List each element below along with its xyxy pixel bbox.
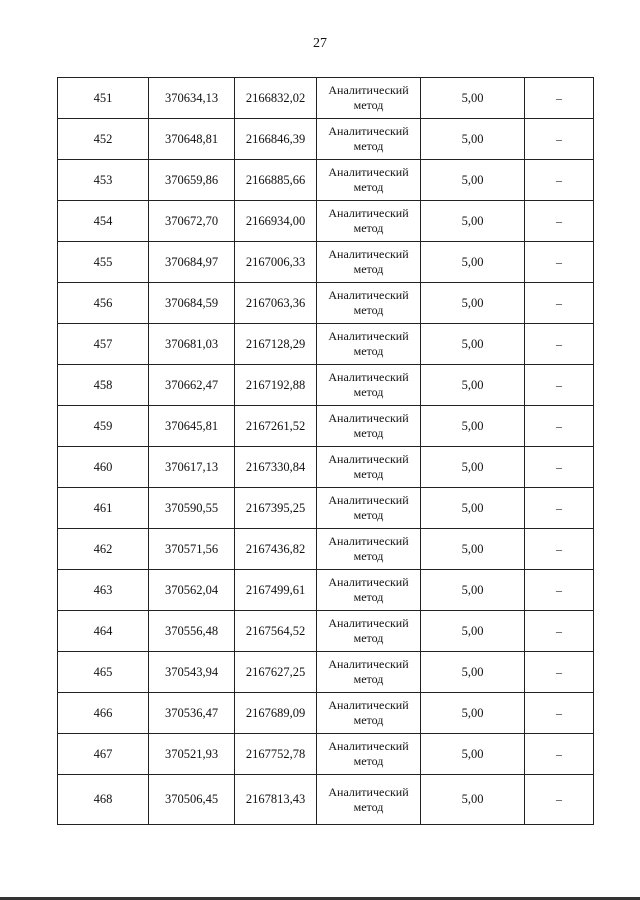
x-coordinate-text: 370645,81 xyxy=(164,418,219,433)
method-text: Аналитический метод xyxy=(328,698,409,727)
table-row xyxy=(58,652,594,693)
method-text: Аналитический метод xyxy=(328,534,409,563)
accuracy-cell xyxy=(421,570,525,611)
y-coordinate-text: 2167261,52 xyxy=(245,418,306,433)
x-coordinate-cell xyxy=(149,775,235,825)
point-number-cell xyxy=(58,324,149,365)
note-cell xyxy=(525,570,594,611)
y-coordinate-text: 2166885,66 xyxy=(245,172,306,187)
accuracy-text: 5,00 xyxy=(461,131,484,146)
x-coordinate-cell xyxy=(149,365,235,406)
note-cell xyxy=(525,406,594,447)
table-row xyxy=(58,611,594,652)
y-coordinate-text: 2167689,09 xyxy=(245,705,306,720)
method-cell xyxy=(317,529,421,570)
method-cell xyxy=(317,652,421,693)
accuracy-cell xyxy=(421,365,525,406)
x-coordinate-cell xyxy=(149,570,235,611)
table-row xyxy=(58,570,594,611)
x-coordinate-text: 370536,47 xyxy=(164,705,219,720)
y-coordinate-cell xyxy=(235,447,317,488)
method-text: Аналитический метод xyxy=(328,206,409,235)
point-number-cell xyxy=(58,160,149,201)
note-dash: – xyxy=(556,418,562,433)
y-coordinate-cell xyxy=(235,406,317,447)
accuracy-cell xyxy=(421,734,525,775)
y-coordinate-cell xyxy=(235,652,317,693)
note-dash: – xyxy=(556,213,562,228)
point-number-text: 451 xyxy=(93,90,113,105)
accuracy-text: 5,00 xyxy=(461,172,484,187)
note-cell xyxy=(525,529,594,570)
table-row xyxy=(58,365,594,406)
accuracy-text: 5,00 xyxy=(461,792,484,806)
accuracy-cell xyxy=(421,693,525,734)
point-number-cell xyxy=(58,119,149,160)
point-number-text: 453 xyxy=(93,172,113,187)
accuracy-cell xyxy=(421,324,525,365)
x-coordinate-cell xyxy=(149,119,235,160)
accuracy-cell xyxy=(421,283,525,324)
method-text: Аналитический метод xyxy=(328,247,409,276)
method-cell xyxy=(317,365,421,406)
table-row xyxy=(58,324,594,365)
point-number-text: 464 xyxy=(93,623,113,638)
note-dash: – xyxy=(556,295,562,310)
x-coordinate-text: 370648,81 xyxy=(164,131,219,146)
method-text: Аналитический метод xyxy=(328,784,409,814)
y-coordinate-cell xyxy=(235,160,317,201)
note-cell xyxy=(525,119,594,160)
note-cell xyxy=(525,201,594,242)
method-text: Аналитический метод xyxy=(328,411,409,440)
point-number-cell xyxy=(58,529,149,570)
y-coordinate-text: 2167813,43 xyxy=(245,792,306,806)
y-coordinate-cell xyxy=(235,570,317,611)
point-number-text: 458 xyxy=(93,377,113,392)
accuracy-cell xyxy=(421,447,525,488)
y-coordinate-text: 2166846,39 xyxy=(245,131,306,146)
note-cell xyxy=(525,734,594,775)
accuracy-cell xyxy=(421,201,525,242)
x-coordinate-cell xyxy=(149,447,235,488)
y-coordinate-cell xyxy=(235,242,317,283)
method-cell xyxy=(317,775,421,825)
accuracy-text: 5,00 xyxy=(461,582,484,597)
method-cell xyxy=(317,611,421,652)
table-row xyxy=(58,201,594,242)
method-cell xyxy=(317,201,421,242)
note-dash: – xyxy=(556,254,562,269)
y-coordinate-cell xyxy=(235,611,317,652)
method-text: Аналитический метод xyxy=(328,288,409,317)
point-number-text: 465 xyxy=(93,664,113,679)
point-number-cell xyxy=(58,447,149,488)
accuracy-cell xyxy=(421,488,525,529)
y-coordinate-text: 2167063,36 xyxy=(245,295,306,310)
x-coordinate-text: 370684,97 xyxy=(164,254,219,269)
method-text: Аналитический метод xyxy=(328,83,409,112)
page-number: 27 xyxy=(313,36,327,51)
point-number-text: 468 xyxy=(93,792,113,806)
accuracy-text: 5,00 xyxy=(461,541,484,556)
method-cell xyxy=(317,78,421,119)
method-cell xyxy=(317,734,421,775)
point-number-cell xyxy=(58,406,149,447)
y-coordinate-text: 2167128,29 xyxy=(245,336,306,351)
note-cell xyxy=(525,652,594,693)
note-dash: – xyxy=(556,541,562,556)
point-number-text: 462 xyxy=(93,541,113,556)
y-coordinate-text: 2167436,82 xyxy=(245,541,306,556)
table-row xyxy=(58,78,594,119)
note-cell xyxy=(525,488,594,529)
point-number-text: 459 xyxy=(93,418,113,433)
y-coordinate-text: 2167627,25 xyxy=(245,664,306,679)
table-row xyxy=(58,447,594,488)
x-coordinate-text: 370684,59 xyxy=(164,295,219,310)
y-coordinate-cell xyxy=(235,693,317,734)
y-coordinate-cell xyxy=(235,529,317,570)
accuracy-text: 5,00 xyxy=(461,90,484,105)
note-dash: – xyxy=(556,792,562,806)
coordinates-table-body xyxy=(58,78,594,825)
x-coordinate-cell xyxy=(149,734,235,775)
x-coordinate-text: 370681,03 xyxy=(164,336,219,351)
table-row xyxy=(58,242,594,283)
point-number-text: 461 xyxy=(93,500,113,515)
y-coordinate-text: 2167395,25 xyxy=(245,500,306,515)
point-number-cell xyxy=(58,78,149,119)
point-number-text: 452 xyxy=(93,131,113,146)
method-text: Аналитический метод xyxy=(328,452,409,481)
note-cell xyxy=(525,78,594,119)
table-row xyxy=(58,488,594,529)
point-number-text: 454 xyxy=(93,213,113,228)
point-number-text: 463 xyxy=(93,582,113,597)
point-number-text: 456 xyxy=(93,295,113,310)
y-coordinate-cell xyxy=(235,283,317,324)
point-number-text: 466 xyxy=(93,705,113,720)
method-text: Аналитический метод xyxy=(328,739,409,768)
point-number-cell xyxy=(58,488,149,529)
note-dash: – xyxy=(556,172,562,187)
accuracy-text: 5,00 xyxy=(461,500,484,515)
note-dash: – xyxy=(556,582,562,597)
accuracy-cell xyxy=(421,160,525,201)
method-text: Аналитический метод xyxy=(328,616,409,645)
point-number-text: 460 xyxy=(93,459,113,474)
coordinates-table xyxy=(57,77,594,825)
note-cell xyxy=(525,447,594,488)
accuracy-text: 5,00 xyxy=(461,254,484,269)
x-coordinate-text: 370521,93 xyxy=(164,746,219,761)
accuracy-text: 5,00 xyxy=(461,623,484,638)
y-coordinate-text: 2167752,78 xyxy=(245,746,306,761)
note-dash: – xyxy=(556,664,562,679)
note-cell xyxy=(525,365,594,406)
method-cell xyxy=(317,283,421,324)
method-cell xyxy=(317,242,421,283)
note-cell xyxy=(525,775,594,825)
table-row xyxy=(58,529,594,570)
x-coordinate-cell xyxy=(149,78,235,119)
accuracy-text: 5,00 xyxy=(461,664,484,679)
x-coordinate-cell xyxy=(149,611,235,652)
y-coordinate-text: 2166934,00 xyxy=(245,213,306,228)
accuracy-cell xyxy=(421,242,525,283)
method-text: Аналитический метод xyxy=(328,165,409,194)
x-coordinate-cell xyxy=(149,160,235,201)
note-cell xyxy=(525,283,594,324)
accuracy-cell xyxy=(421,78,525,119)
x-coordinate-cell xyxy=(149,529,235,570)
y-coordinate-text: 2166832,02 xyxy=(245,90,306,105)
method-cell xyxy=(317,406,421,447)
table-row xyxy=(58,693,594,734)
method-cell xyxy=(317,447,421,488)
accuracy-text: 5,00 xyxy=(461,705,484,720)
point-number-cell xyxy=(58,201,149,242)
method-text: Аналитический метод xyxy=(328,329,409,358)
accuracy-text: 5,00 xyxy=(461,746,484,761)
accuracy-cell xyxy=(421,406,525,447)
y-coordinate-cell xyxy=(235,201,317,242)
y-coordinate-cell xyxy=(235,734,317,775)
accuracy-text: 5,00 xyxy=(461,213,484,228)
x-coordinate-cell xyxy=(149,283,235,324)
table-row xyxy=(58,734,594,775)
point-number-cell xyxy=(58,611,149,652)
table-row xyxy=(58,283,594,324)
x-coordinate-text: 370617,13 xyxy=(164,459,219,474)
note-dash: – xyxy=(556,459,562,474)
note-dash: – xyxy=(556,377,562,392)
method-cell xyxy=(317,488,421,529)
point-number-cell xyxy=(58,652,149,693)
y-coordinate-cell xyxy=(235,775,317,825)
note-cell xyxy=(525,611,594,652)
table-row xyxy=(58,160,594,201)
accuracy-cell xyxy=(421,652,525,693)
point-number-cell xyxy=(58,283,149,324)
x-coordinate-cell xyxy=(149,201,235,242)
accuracy-text: 5,00 xyxy=(461,459,484,474)
point-number-cell xyxy=(58,365,149,406)
accuracy-cell xyxy=(421,611,525,652)
x-coordinate-cell xyxy=(149,652,235,693)
y-coordinate-text: 2167330,84 xyxy=(245,459,306,474)
method-text: Аналитический метод xyxy=(328,493,409,522)
x-coordinate-cell xyxy=(149,406,235,447)
note-dash: – xyxy=(556,336,562,351)
y-coordinate-cell xyxy=(235,78,317,119)
accuracy-text: 5,00 xyxy=(461,295,484,310)
method-cell xyxy=(317,324,421,365)
method-text: Аналитический метод xyxy=(328,575,409,604)
method-text: Аналитический метод xyxy=(328,370,409,399)
x-coordinate-text: 370634,13 xyxy=(164,90,219,105)
note-cell xyxy=(525,693,594,734)
x-coordinate-text: 370562,04 xyxy=(164,582,219,597)
note-cell xyxy=(525,324,594,365)
accuracy-text: 5,00 xyxy=(461,418,484,433)
method-cell xyxy=(317,119,421,160)
method-cell xyxy=(317,693,421,734)
table-row xyxy=(58,775,594,825)
point-number-text: 457 xyxy=(93,336,113,351)
note-dash: – xyxy=(556,746,562,761)
x-coordinate-text: 370590,55 xyxy=(164,500,219,515)
accuracy-cell xyxy=(421,775,525,825)
table-row xyxy=(58,406,594,447)
y-coordinate-text: 2167564,52 xyxy=(245,623,306,638)
accuracy-cell xyxy=(421,529,525,570)
note-cell xyxy=(525,160,594,201)
method-cell xyxy=(317,570,421,611)
note-dash: – xyxy=(556,90,562,105)
y-coordinate-text: 2167006,33 xyxy=(245,254,306,269)
x-coordinate-text: 370662,47 xyxy=(164,377,219,392)
y-coordinate-cell xyxy=(235,488,317,529)
point-number-text: 467 xyxy=(93,746,113,761)
x-coordinate-cell xyxy=(149,242,235,283)
x-coordinate-text: 370672,70 xyxy=(164,213,219,228)
x-coordinate-text: 370543,94 xyxy=(164,664,219,679)
point-number-text: 455 xyxy=(93,254,113,269)
point-number-cell xyxy=(58,242,149,283)
note-cell xyxy=(525,242,594,283)
y-coordinate-cell xyxy=(235,324,317,365)
y-coordinate-text: 2167499,61 xyxy=(245,582,306,597)
accuracy-cell xyxy=(421,119,525,160)
accuracy-text: 5,00 xyxy=(461,377,484,392)
point-number-cell xyxy=(58,693,149,734)
x-coordinate-cell xyxy=(149,693,235,734)
x-coordinate-cell xyxy=(149,488,235,529)
method-cell xyxy=(317,160,421,201)
x-coordinate-text: 370659,86 xyxy=(164,172,219,187)
point-number-cell xyxy=(58,570,149,611)
x-coordinate-cell xyxy=(149,324,235,365)
note-dash: – xyxy=(556,623,562,638)
y-coordinate-text: 2167192,88 xyxy=(245,377,306,392)
note-dash: – xyxy=(556,131,562,146)
point-number-cell xyxy=(58,734,149,775)
y-coordinate-cell xyxy=(235,365,317,406)
table-row xyxy=(58,119,594,160)
x-coordinate-text: 370571,56 xyxy=(164,541,219,556)
x-coordinate-text: 370556,48 xyxy=(164,623,219,638)
note-dash: – xyxy=(556,500,562,515)
x-coordinate-text: 370506,45 xyxy=(164,792,219,806)
accuracy-text: 5,00 xyxy=(461,336,484,351)
y-coordinate-cell xyxy=(235,119,317,160)
note-dash: – xyxy=(556,705,562,720)
method-text: Аналитический метод xyxy=(328,657,409,686)
point-number-cell xyxy=(58,775,149,825)
method-text: Аналитический метод xyxy=(328,124,409,153)
